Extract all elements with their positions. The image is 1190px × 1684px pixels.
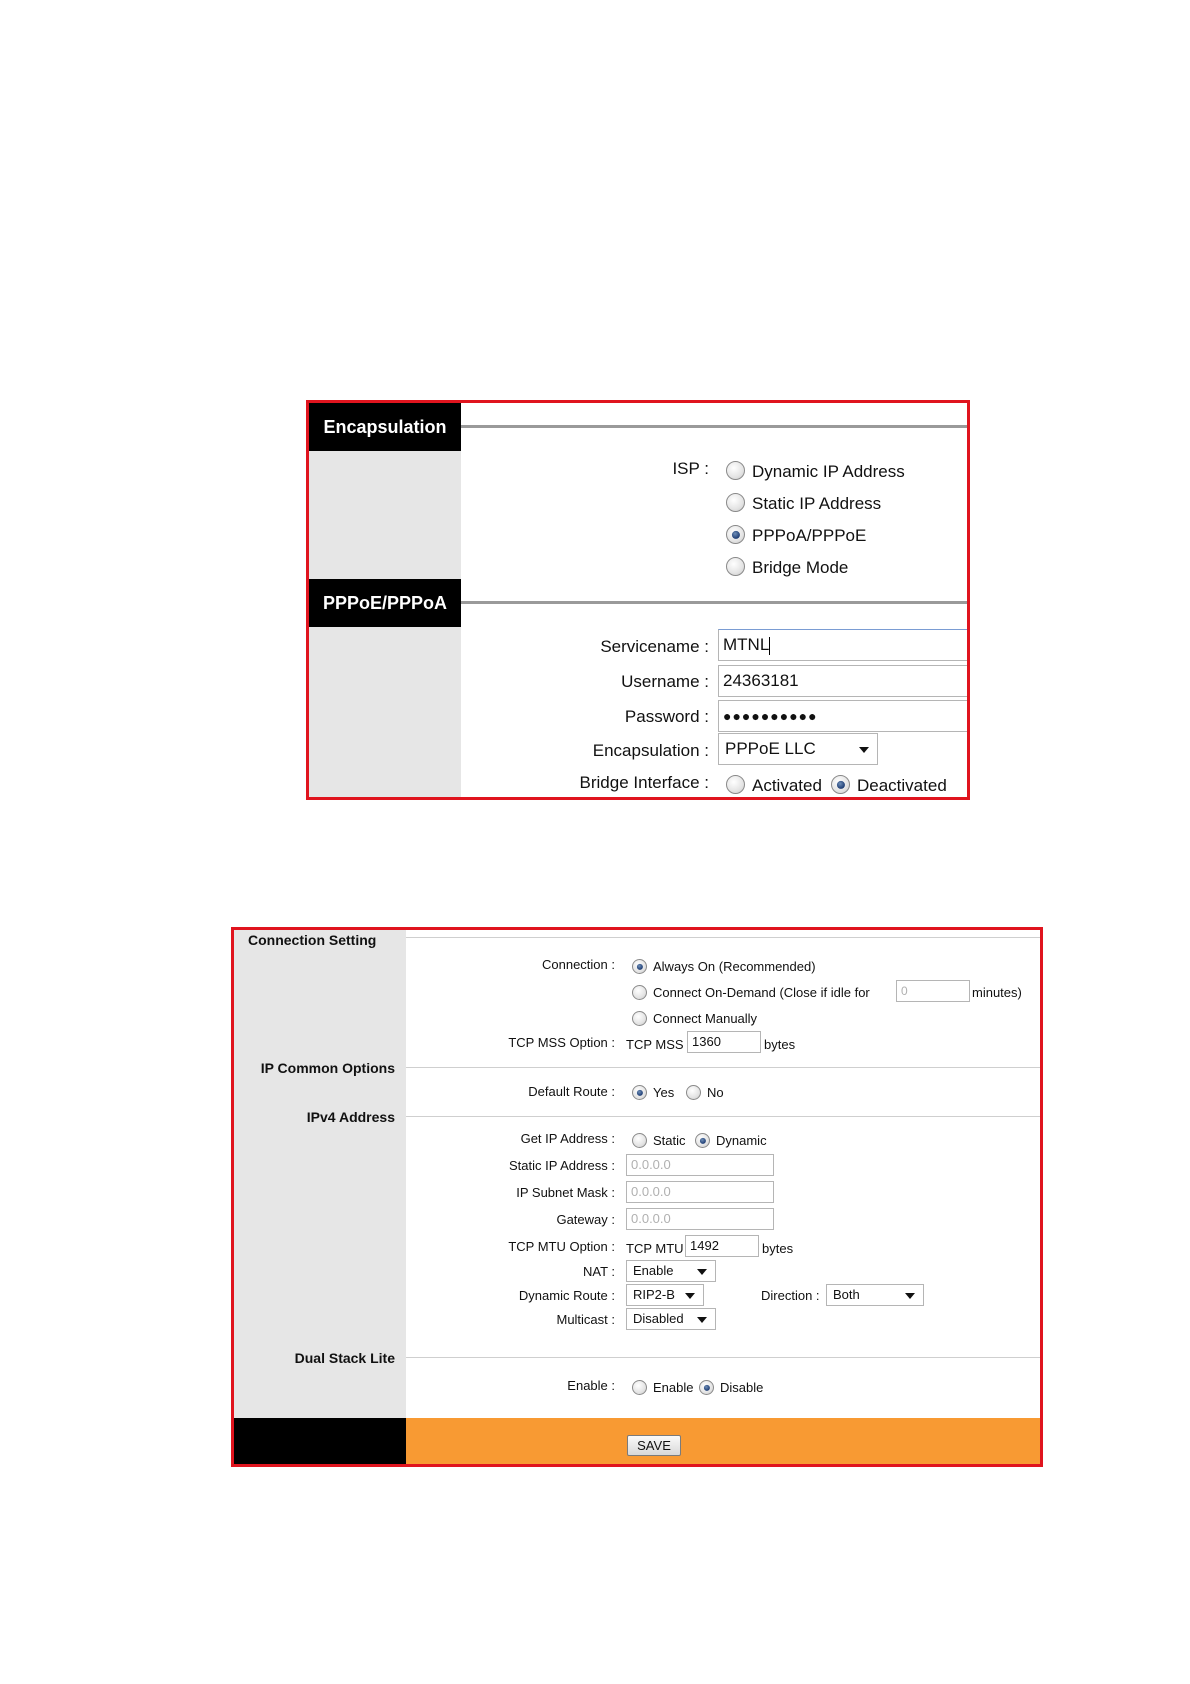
dynamic-route-label: Dynamic Route :: [518, 1288, 615, 1303]
connection-label: Connection :: [542, 957, 615, 972]
direction-label: Direction :: [761, 1288, 820, 1303]
direction-select[interactable]: [826, 1284, 924, 1306]
nat-select[interactable]: [626, 1260, 716, 1282]
tcp-mtu-prefix: TCP MTU: [626, 1241, 684, 1256]
multicast-select[interactable]: [626, 1308, 716, 1330]
connect-manually-label: Connect Manually: [653, 1011, 758, 1026]
tcp-mss-unit: bytes: [764, 1037, 796, 1052]
section-divider: [406, 1067, 1040, 1068]
sidebar: [234, 930, 406, 1418]
dslite-disable-option: Disable: [720, 1380, 764, 1395]
dslite-enable-label: Enable :: [567, 1378, 615, 1393]
multicast-value: Disabled: [633, 1311, 684, 1326]
encapsulation-select[interactable]: [718, 733, 878, 765]
isp-pppoa-pppoe-radio[interactable]: [726, 525, 745, 544]
connection-settings-panel: [231, 927, 1043, 1467]
get-ip-dynamic-radio[interactable]: [695, 1133, 710, 1148]
isp-pppoa-pppoe-label: PPPoA/PPPoE: [752, 526, 867, 545]
dslite-enable-option: Enable: [653, 1380, 694, 1395]
dslite-disable-radio[interactable]: [699, 1380, 714, 1395]
default-route-no-radio[interactable]: [686, 1085, 701, 1100]
footer-black: [234, 1418, 406, 1464]
password-input[interactable]: ●●●●●●●●●●: [718, 700, 970, 732]
isp-static-radio[interactable]: [726, 493, 745, 512]
bridge-interface-label: Bridge Interface :: [579, 773, 709, 792]
footer-orange: [406, 1418, 1040, 1464]
chevron-down-icon: [697, 1269, 707, 1275]
dynamic-route-select[interactable]: [626, 1284, 704, 1306]
password-label: Password :: [624, 707, 709, 726]
isp-label: ISP :: [672, 459, 709, 478]
isp-bridge-label: Bridge Mode: [752, 558, 849, 577]
username-input[interactable]: 24363181: [718, 665, 970, 697]
get-ip-static-radio[interactable]: [632, 1133, 647, 1148]
default-route-yes-radio[interactable]: [632, 1085, 647, 1100]
tcp-mtu-label: TCP MTU Option :: [508, 1239, 615, 1254]
section-divider: [461, 425, 967, 428]
default-route-no-label: No: [707, 1085, 724, 1100]
encapsulation-label: Encapsulation :: [592, 741, 709, 760]
multicast-label: Multicast :: [556, 1312, 615, 1327]
servicename-value: MTNL: [723, 635, 770, 654]
default-route-yes-label: Yes: [653, 1085, 675, 1100]
tcp-mtu-unit: bytes: [762, 1241, 794, 1256]
encapsulation-header: Encapsulation: [309, 403, 461, 451]
connect-on-demand-label: Connect On-Demand (Close if idle for: [653, 985, 870, 1000]
direction-value: Both: [833, 1287, 860, 1302]
isp-static-label: Static IP Address: [752, 494, 882, 513]
section-divider: [406, 1357, 1040, 1358]
ip-common-options-header: IP Common Options: [260, 1060, 395, 1076]
section-divider: [461, 601, 967, 604]
ipv4-address-header: IPv4 Address: [306, 1109, 395, 1125]
chevron-down-icon: [859, 747, 869, 753]
bridge-activated-radio[interactable]: [726, 775, 745, 794]
bridge-activated-label: Activated: [752, 776, 822, 795]
connection-setting-header: Connection Setting: [248, 932, 377, 948]
servicename-label: Servicename :: [600, 637, 709, 656]
gateway-input[interactable]: 0.0.0.0: [626, 1208, 774, 1230]
subnet-mask-label: IP Subnet Mask :: [516, 1185, 615, 1200]
username-label: Username :: [621, 672, 709, 691]
chevron-down-icon: [697, 1317, 707, 1323]
dual-stack-lite-header: Dual Stack Lite: [294, 1350, 395, 1366]
subnet-mask-input[interactable]: 0.0.0.0: [626, 1181, 774, 1203]
dslite-enable-radio[interactable]: [632, 1380, 647, 1395]
always-on-label: Always On (Recommended): [653, 959, 816, 974]
servicename-input[interactable]: [718, 629, 970, 661]
isp-dynamic-label: Dynamic IP Address: [752, 462, 905, 481]
pppoe-settings-panel: [306, 400, 970, 800]
static-ip-input[interactable]: 0.0.0.0: [626, 1154, 774, 1176]
tcp-mss-prefix: TCP MSS: [626, 1037, 684, 1052]
chevron-down-icon: [905, 1293, 915, 1299]
nat-value: Enable: [633, 1263, 674, 1278]
section-divider: [406, 1116, 1040, 1117]
tcp-mss-input[interactable]: 1360: [687, 1031, 761, 1053]
isp-bridge-radio[interactable]: [726, 557, 745, 576]
encapsulation-value: PPPoE LLC: [725, 739, 816, 758]
section-divider: [406, 937, 1040, 938]
bridge-deactivated-label: Deactivated: [857, 776, 947, 795]
minutes-suffix: minutes): [972, 985, 1022, 1000]
idle-minutes-input[interactable]: 0: [896, 980, 970, 1002]
default-route-label: Default Route :: [528, 1084, 615, 1099]
always-on-radio[interactable]: [632, 959, 647, 974]
pppoe-pppoa-header: PPPoE/PPPoA: [309, 579, 461, 627]
get-ip-label: Get IP Address :: [520, 1131, 615, 1146]
static-ip-label: Static IP Address :: [509, 1158, 615, 1173]
isp-dynamic-radio[interactable]: [726, 461, 745, 480]
bridge-deactivated-radio[interactable]: [831, 775, 850, 794]
connect-on-demand-radio[interactable]: [632, 985, 647, 1000]
get-ip-dynamic-label: Dynamic: [716, 1133, 767, 1148]
tcp-mss-label: TCP MSS Option :: [508, 1035, 615, 1050]
tcp-mtu-input[interactable]: 1492: [685, 1235, 759, 1257]
get-ip-static-label: Static: [653, 1133, 686, 1148]
chevron-down-icon: [685, 1293, 695, 1299]
nat-label: NAT :: [582, 1264, 615, 1279]
dynamic-route-value: RIP2-B: [633, 1287, 675, 1302]
gateway-label: Gateway :: [556, 1212, 615, 1227]
save-button[interactable]: SAVE: [627, 1435, 681, 1456]
connect-manually-radio[interactable]: [632, 1011, 647, 1026]
